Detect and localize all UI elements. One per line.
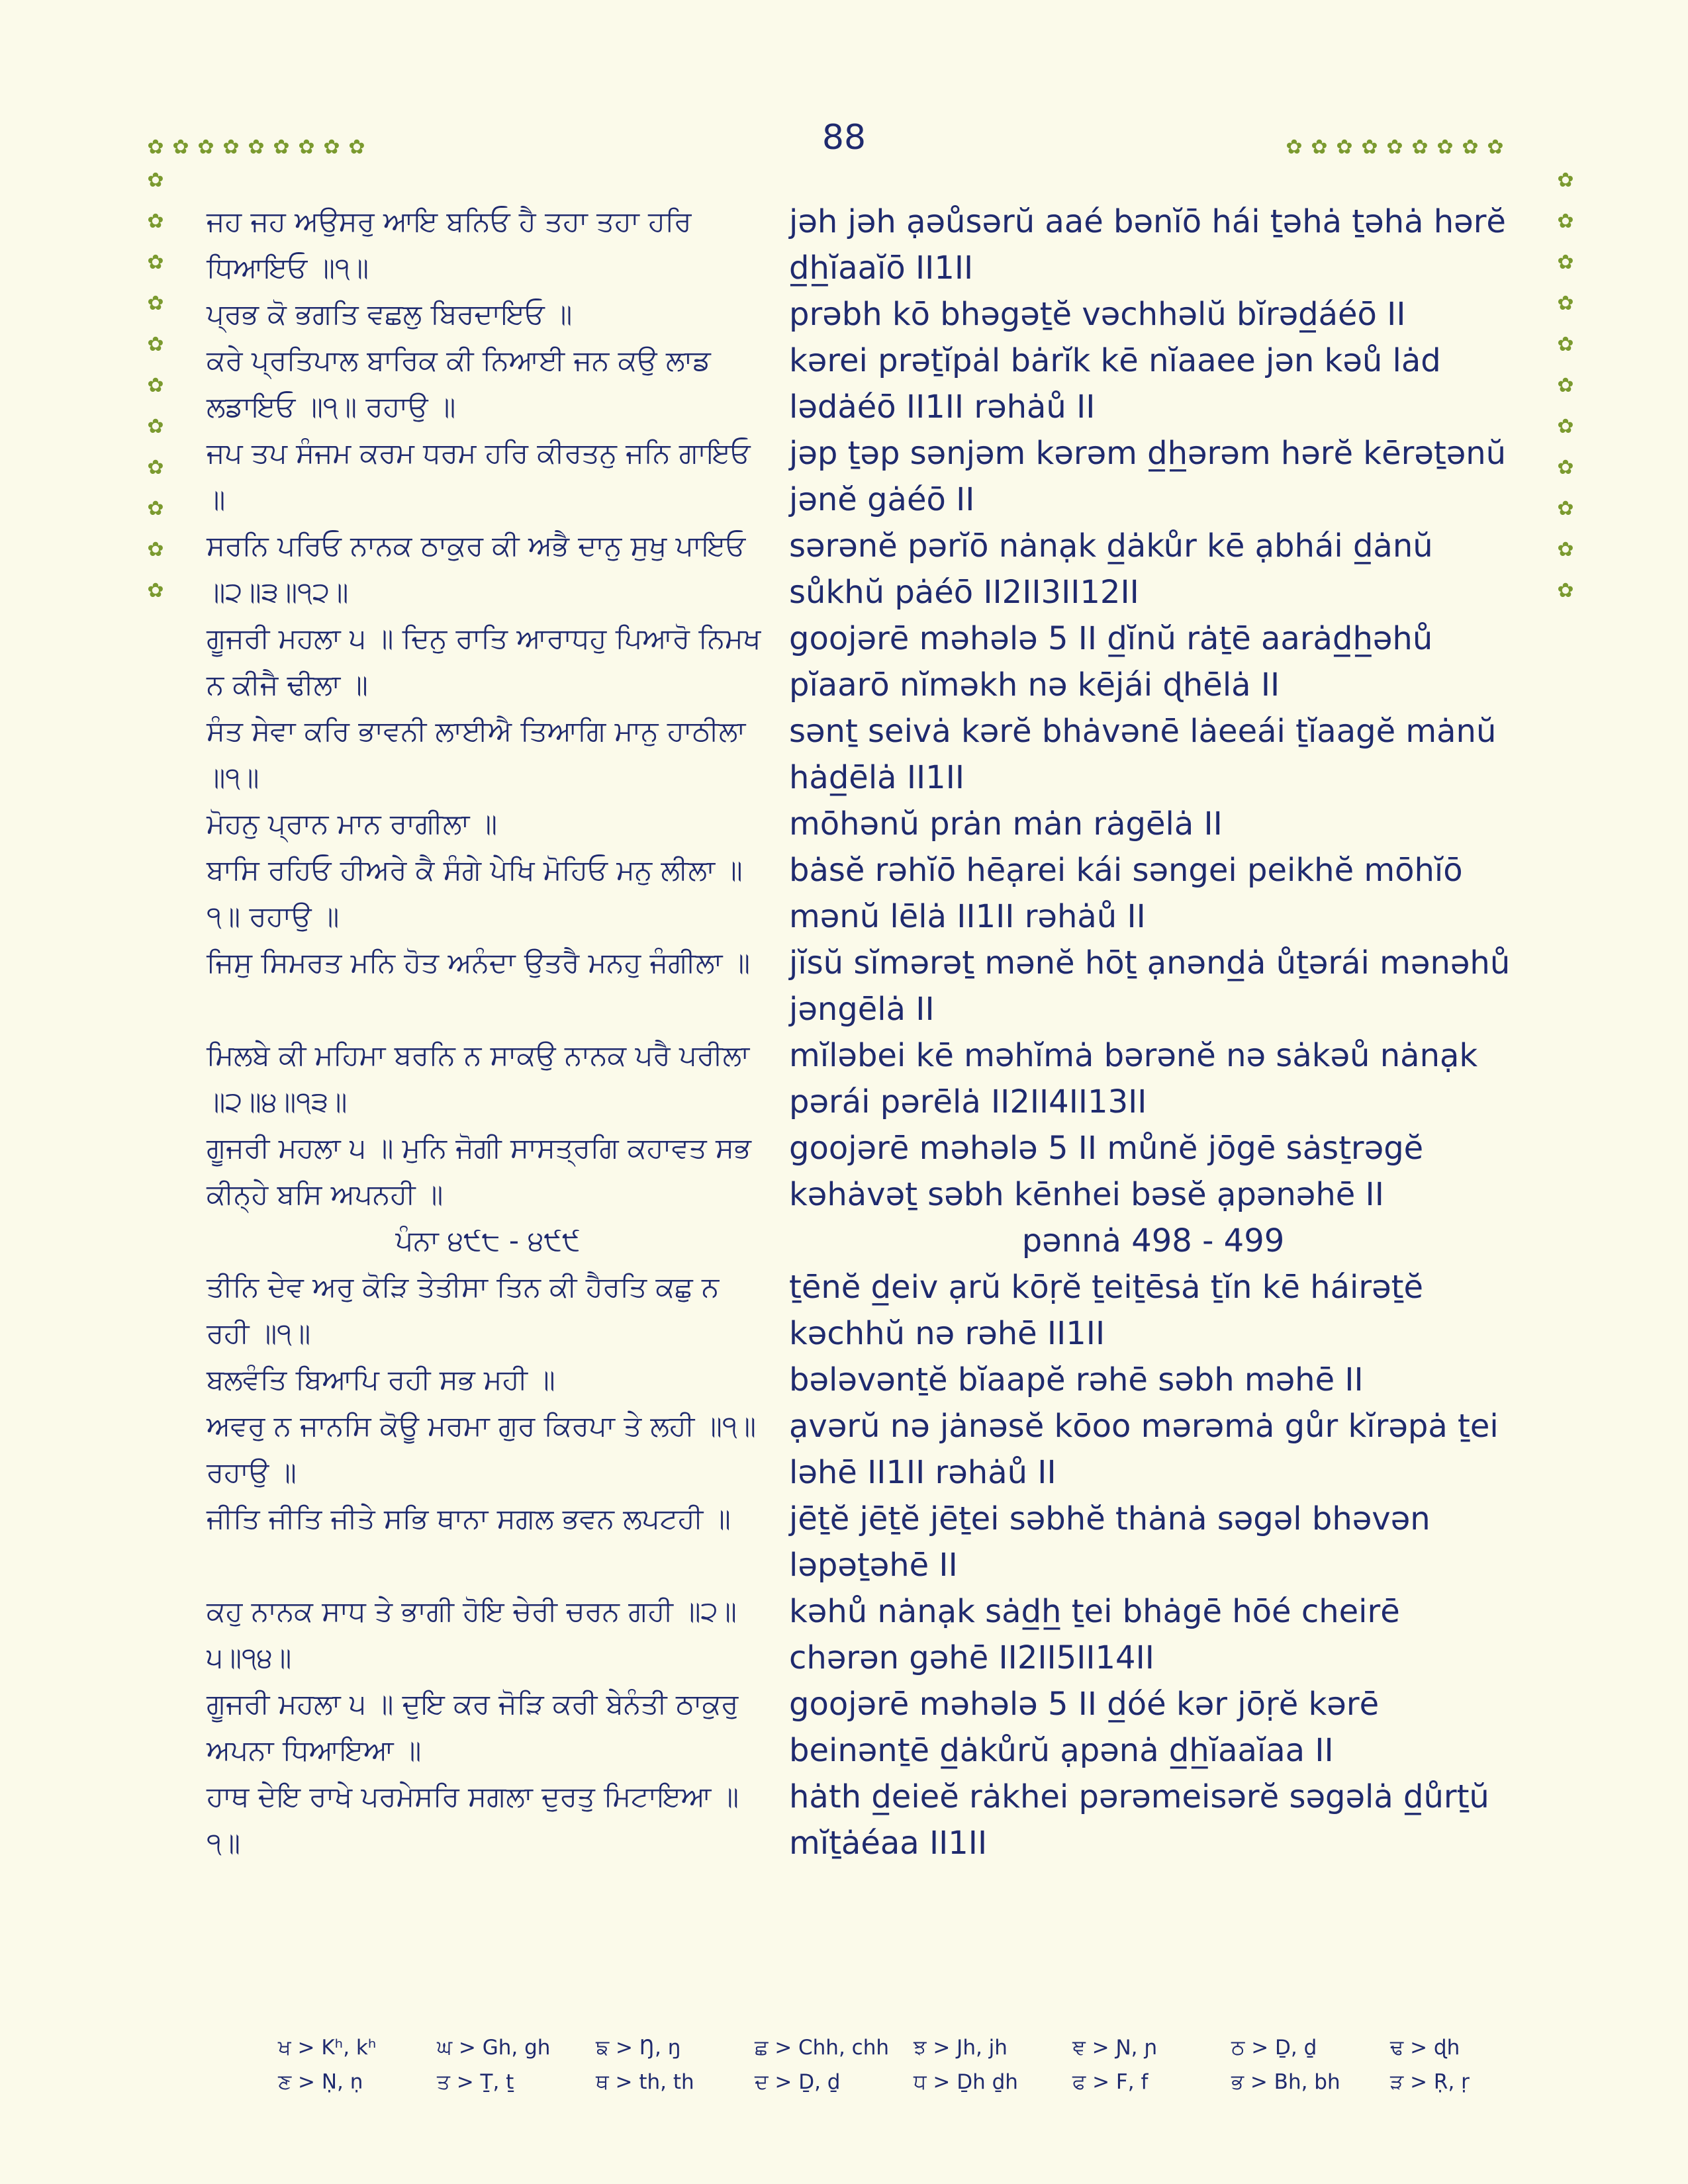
legend-item: ਝ > Jh, jh — [914, 2036, 1008, 2060]
verse-row — [207, 1588, 1517, 1681]
legend-item: ਥ > th, th — [596, 2070, 694, 2094]
gurmukhi-text: ਪ੍ਰਭ ਕੋ ਭਗਤਿ ਵਛਲੁ ਬਿਰਦਾਇਓ ॥ — [207, 298, 573, 330]
flower-icon: ✿ — [172, 136, 189, 159]
transliteration-text: jēṯĕ jēṯĕ jēṯei səbhĕ thȧnȧ səgəl bhəvən ləpəṯəhē II — [789, 1500, 1430, 1584]
gurmukhi-text: ਜਹ ਜਹ ਅਉਸਰੁ ਆਇ ਬਨਿਓ ਹੈ ਤਹਾ ਤਹਾ ਹਰਿ ਧਿਆਇਓ ॥੧॥ — [207, 205, 692, 284]
flower-icon: ✿ — [147, 538, 164, 561]
legend-item: ਢ > ɖh — [1390, 2036, 1460, 2060]
flower-icon: ✿ — [147, 456, 164, 479]
flower-icon: ✿ — [1557, 497, 1574, 520]
gurmukhi-text: ਮਿਲਬੇ ਕੀ ਮਹਿਮਾ ਬਰਨਿ ਨ ਸਾਕਉ ਨਾਨਕ ਪਰੈ ਪਰੀਲਾ ॥੨॥੪॥੧੩॥ — [207, 1039, 750, 1118]
transliteration-text: kərei prəṯĭpȧl bȧrĭk kē nĭaaee jən kəů lȧd lədȧéō II1II rəhȧů II — [789, 342, 1441, 426]
verse-row — [207, 291, 1517, 338]
transliteration-text: ạvərŭ nə jȧnəsĕ kōoo mərəmȧ gůr kĭrəpȧ ṯei ləhē II1II rəhȧů II — [789, 1408, 1499, 1491]
flower-icon: ✿ — [1436, 136, 1454, 159]
legend-item: ਞ > Ɲ, ɲ — [1072, 2036, 1158, 2060]
gurmukhi-text: ਮੋਹਨੁ ਪ੍ਰਾਨ ਮਾਨ ਰਾਗੀਲਾ ॥ — [207, 807, 498, 840]
verse-row — [207, 1403, 1517, 1496]
page-number: 88 — [821, 118, 867, 158]
flower-icon: ✿ — [147, 169, 164, 192]
flower-icon: ✿ — [147, 292, 164, 315]
verse-row — [207, 847, 1517, 940]
transliteration-text: goojərē məhələ 5 II d̲ĭnŭ rȧṯē aarȧd̲h̲əhů pĭaarō nĭməkh nə kējái ɖhēlȧ II — [789, 620, 1433, 704]
flower-icon: ✿ — [323, 136, 340, 159]
flower-icon: ✿ — [1286, 136, 1303, 159]
verse-table — [207, 199, 1517, 1866]
transliteration-text: goojərē məhələ 5 II můnĕ jōgē sȧsṯrəgĕ kəhȧvəṯ səbh kēnhei bəsĕ ạpənəhē II — [789, 1130, 1424, 1213]
legend-item: ਭ > Bh, bh — [1231, 2070, 1340, 2094]
legend-row — [278, 2065, 1470, 2099]
verse-row — [207, 1357, 1517, 1403]
transliteration-text: sənṯ seivȧ kərĕ bhȧvənē lȧeeái ṯĭaagĕ mȧnŭ hȧd̲ēlȧ II1II — [789, 713, 1497, 796]
gurmukhi-text: ਗੂਜਰੀ ਮਹਲਾ ੫ ॥ ਦੁਇ ਕਰ ਜੋੜਿ ਕਰੀ ਬੇਨੰਤੀ ਠਾਕੁਰੁ ਅਪਨਾ ਧਿਆਇਆ ॥ — [207, 1688, 739, 1766]
transliteration-legend — [278, 2030, 1470, 2099]
legend-item: ਦ > Ḏ, ḏ — [755, 2070, 841, 2094]
flower-icon: ✿ — [1557, 456, 1574, 479]
legend-item: ਖ > Kʰ, kʰ — [278, 2036, 377, 2060]
flower-icon: ✿ — [1557, 333, 1574, 356]
flower-icon: ✿ — [1361, 136, 1378, 159]
gurmukhi-text: ਗੂਜਰੀ ਮਹਲਾ ੫ ॥ ਦਿਨੁ ਰਾਤਿ ਆਰਾਧਹੁ ਪਿਆਰੋ ਨਿਮਖ ਨ ਕੀਜੈ ਢੀਲਾ ॥ — [207, 622, 761, 701]
gurmukhi-text: ਜਪ ਤਪ ਸੰਜਮ ਕਰਮ ਧਰਮ ਹਰਿ ਕੀਰਤਨੁ ਜਨਿ ਗਾਇਓ ॥ — [207, 437, 751, 516]
flower-icon: ✿ — [348, 136, 365, 159]
flower-icon: ✿ — [1462, 136, 1479, 159]
transliteration-text: jəp ṯəp sənjəm kərəm d̲h̲ərəm hərĕ kērəṯənŭ jənĕ gȧéō II — [789, 435, 1507, 518]
transliteration-text: hȧth d̲eieĕ rȧkhei pərəmeisərĕ səgəlȧ d̲ůrṯŭ mĭṯȧéaa II1II — [789, 1778, 1489, 1862]
flower-icon: ✿ — [1557, 292, 1574, 315]
gurmukhi-text: ਬਾਸਿ ਰਹਿਓ ਹੀਅਰੇ ਕੈ ਸੰਗੇ ਪੇਖਿ ਮੋਹਿਓ ਮਨੁ ਲੀਲਾ ॥੧॥ ਰਹਾਉ ॥ — [207, 854, 743, 933]
flower-icon: ✿ — [298, 136, 315, 159]
flower-icon: ✿ — [1311, 136, 1328, 159]
transliteration-text: kəhů nȧnạk sȧd̲h̲ ṯei bhȧgē hōé cheirē chərən gəhē II2II5II14II — [789, 1593, 1400, 1676]
verse-row — [207, 199, 1517, 291]
flower-icon: ✿ — [197, 136, 214, 159]
legend-item: ਠ > Ḏ, ḏ — [1231, 2036, 1317, 2060]
legend-item: ਫ > F, f — [1072, 2070, 1149, 2094]
verse-row — [207, 1125, 1517, 1218]
flower-icon: ✿ — [273, 136, 290, 159]
verse-row — [207, 1264, 1517, 1357]
flower-icon: ✿ — [1487, 136, 1504, 159]
flower-icon: ✿ — [1557, 415, 1574, 438]
transliteration-text: jĭsŭ sĭmərəṯ mənĕ hōṯ ạnənd̲ȧ ůṯərái mənəhů jəngēlȧ II — [789, 944, 1511, 1028]
verse-row — [207, 1032, 1517, 1125]
verse-row — [207, 615, 1517, 708]
gurmukhi-text: ਹਾਥ ਦੇਇ ਰਾਖੇ ਪਰਮੇਸਰਿ ਸਗਲਾ ਦੁਰਤੁ ਮਿਟਾਇਆ ॥੧॥ — [207, 1780, 739, 1859]
transliteration-text: mōhənŭ prȧn mȧn rȧgēlȧ II — [789, 805, 1223, 842]
verse-row — [207, 523, 1517, 615]
flower-icon: ✿ — [147, 497, 164, 520]
flower-icon: ✿ — [1557, 374, 1574, 397]
legend-item: ਧ > Ḏh ḏh — [914, 2070, 1018, 2094]
verse-row — [207, 1774, 1517, 1866]
verse-row — [207, 1496, 1517, 1588]
flower-icon: ✿ — [1557, 210, 1574, 233]
legend-item: ਘ > Gh, gh — [437, 2036, 551, 2060]
flower-icon: ✿ — [1386, 136, 1403, 159]
gurmukhi-text: ਸੰਤ ਸੇਵਾ ਕਰਿ ਭਾਵਨੀ ਲਾਈਐ ਤਿਆਗਿ ਮਾਨੁ ਹਾਠੀਲਾ ॥੧॥ — [207, 715, 746, 794]
flower-icon: ✿ — [1557, 579, 1574, 602]
verse-row — [207, 430, 1517, 523]
flower-icon: ✿ — [147, 136, 164, 159]
verse-row — [207, 940, 1517, 1032]
page-range-heading — [207, 1218, 1517, 1264]
gurmukhi-text: ਸਰਨਿ ਪਰਿਓ ਨਾਨਕ ਠਾਕੁਰ ਕੀ ਅਭੈ ਦਾਨੁ ਸੁਖੁ ਪਾਇਓ ॥੨॥੩॥੧੨॥ — [207, 529, 746, 608]
flower-icon: ✿ — [147, 579, 164, 602]
flower-icon: ✿ — [1557, 169, 1574, 192]
flower-icon: ✿ — [1557, 251, 1574, 274]
gurmukhi-text: ਤੀਨਿ ਦੇਵ ਅਰੁ ਕੋੜਿ ਤੇਤੀਸਾ ਤਿਨ ਕੀ ਹੈਰਤਿ ਕਛੁ ਨ ਰਹੀ ॥੧॥ — [207, 1271, 720, 1349]
flower-icon: ✿ — [1557, 538, 1574, 561]
transliteration-text: mĭləbei kē məhĭmȧ bərənĕ nə sȧkəů nȧnạk pərái pərēlȧ II2II4II13II — [789, 1037, 1478, 1120]
verse-row — [207, 708, 1517, 801]
flower-icon: ✿ — [1336, 136, 1353, 159]
verse-row — [207, 1681, 1517, 1774]
transliteration-text: jəh jəh ạəůsərŭ aaé bənĭō hái ṯəhȧ ṯəhȧ hərĕ d̲h̲ĭaaĭō II1II — [789, 203, 1506, 287]
verse-row — [207, 801, 1517, 847]
gurmukhi-text: ਜੀਤਿ ਜੀਤਿ ਜੀਤੇ ਸਭਿ ਥਾਨਾ ਸਗਲ ਭਵਨ ਲਪਟਹੀ ॥ — [207, 1502, 731, 1535]
flower-icon: ✿ — [147, 415, 164, 438]
flower-icon: ✿ — [222, 136, 240, 159]
verse-row — [207, 338, 1517, 430]
gurmukhi-text: ਬਲਵੰਤਿ ਬਿਆਪਿ ਰਹੀ ਸਭ ਮਹੀ ॥ — [207, 1363, 555, 1396]
gurmukhi-text: ਪੰਨਾ ੪੯੮ - ੪੯੯ — [395, 1224, 581, 1257]
transliteration-text: pənnȧ 498 - 499 — [1021, 1222, 1285, 1259]
transliteration-text: prəbh kō bhəgəṯĕ vəchhəlŭ bĭrəd̲áéō II — [789, 296, 1406, 333]
gurmukhi-text: ਕਹੁ ਨਾਨਕ ਸਾਧ ਤੇ ਭਾਗੀ ਹੋਇ ਚੇਰੀ ਚਰਨ ਗਹੀ ॥੨॥੫॥੧੪॥ — [207, 1595, 737, 1674]
legend-row — [278, 2030, 1460, 2065]
gurmukhi-text: ਅਵਰੁ ਨ ਜਾਨਸਿ ਕੋਊ ਮਰਮਾ ਗੁਰ ਕਿਰਪਾ ਤੇ ਲਹੀ ॥੧॥ ਰਹਾਉ ॥ — [207, 1410, 757, 1488]
transliteration-text: bȧsĕ rəhĭō hēạrei kái səngei peikhĕ mōhĭō mənŭ lēlȧ II1II rəhȧů II — [789, 852, 1463, 935]
transliteration-text: ṯēnĕ d̲eiv ạrŭ kōṛĕ ṯeiṯēsȧ ṯĭn kē háirəṯĕ kəchhŭ nə rəhē II1II — [789, 1269, 1424, 1352]
flower-icon: ✿ — [147, 251, 164, 274]
transliteration-text: sərənĕ pərĭō nȧnạk d̲ȧkůr kē ạbhái d̲ȧnŭ sůkhŭ pȧéō II2II3II12II — [789, 527, 1433, 611]
legend-item: ਣ > Ṇ, ṇ — [278, 2070, 363, 2094]
flower-icon: ✿ — [147, 374, 164, 397]
gurmukhi-text: ਗੂਜਰੀ ਮਹਲਾ ੫ ॥ ਮੁਨਿ ਜੋਗੀ ਸਾਸਤ੍ਰਗਿ ਕਹਾਵਤ ਸਭ ਕੀਨ੍ਹੇ ਬਸਿ ਅਪਨਹੀ ॥ — [207, 1132, 751, 1210]
legend-item: ਙ > Ŋ, ŋ — [596, 2036, 681, 2060]
transliteration-text: bələvənṯĕ bĭaapĕ rəhē səbh məhē II — [789, 1361, 1364, 1398]
transliteration-text: goojərē məhələ 5 II d̲óé kər jōṛĕ kərē beinənṯē d̲ȧkůrŭ ạpənȧ d̲h̲ĭaaĭaa II — [789, 1686, 1380, 1769]
flower-icon: ✿ — [147, 210, 164, 233]
flower-icon: ✿ — [248, 136, 265, 159]
flower-icon: ✿ — [147, 333, 164, 356]
legend-item: ਛ > Chh, chh — [755, 2036, 890, 2060]
legend-item: ੜ > Ṛ, ṛ — [1390, 2070, 1470, 2094]
gurmukhi-text: ਜਿਸੁ ਸਿਮਰਤ ਮਨਿ ਹੋਤ ਅਨੰਦਾ ਉਤਰੈ ਮਨਹੁ ਜੰਗੀਲਾ ॥ — [207, 946, 751, 979]
legend-item: ਤ > Ṯ, ṯ — [437, 2070, 514, 2094]
flower-icon: ✿ — [1411, 136, 1429, 159]
gurmukhi-text: ਕਰੇ ਪ੍ਰਤਿਪਾਲ ਬਾਰਿਕ ਕੀ ਨਿਆਈ ਜਨ ਕਉ ਲਾਡ ਲਡਾਇਓ ॥੧॥ ਰਹਾਉ ॥ — [207, 344, 711, 423]
